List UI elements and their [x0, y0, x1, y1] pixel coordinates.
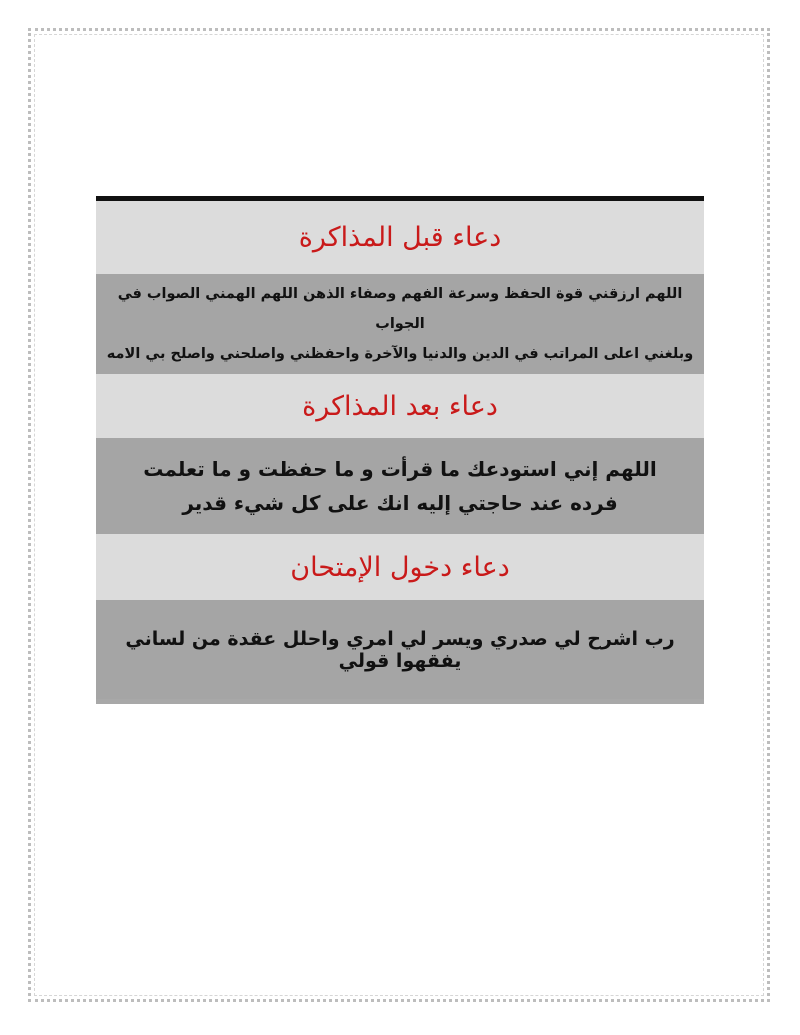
- section-title-text: دعاء بعد المذاكرة: [302, 390, 498, 422]
- dua-line: اللهم ارزقني قوة الحفظ وسرعة الفهم وصفاء الذهن اللهم الهمني الصواب في الجواب: [117, 286, 683, 332]
- section-title-text: دعاء قبل المذاكرة: [298, 222, 502, 253]
- section-title-before-study: [96, 201, 704, 274]
- dua-line: وبلغني اعلى المراتب في الدين والدنيا والآخرة واحفظني واصلحني واصلح بي الامه: [106, 346, 694, 362]
- section-body-before-study: [96, 274, 704, 374]
- dua-card: [96, 196, 704, 704]
- section-title-after-study: [96, 374, 704, 438]
- section-title-exam-entry: [96, 534, 704, 600]
- dua-line: رب اشرح لي صدري ويسر لي امري واحلل عقدة من لساني يفقهوا قولي: [125, 627, 675, 672]
- section-title-text: دعاء دخول الإمتحان: [290, 551, 510, 583]
- section-body-after-study: [96, 438, 704, 534]
- dua-line: فرده عند حاجتي إليه انك على كل شيء قدير: [182, 491, 618, 515]
- dua-line: اللهم إني استودعك ما قرأت و ما حفظت و ما تعلمت: [143, 457, 657, 481]
- section-body-exam-entry: [96, 600, 704, 699]
